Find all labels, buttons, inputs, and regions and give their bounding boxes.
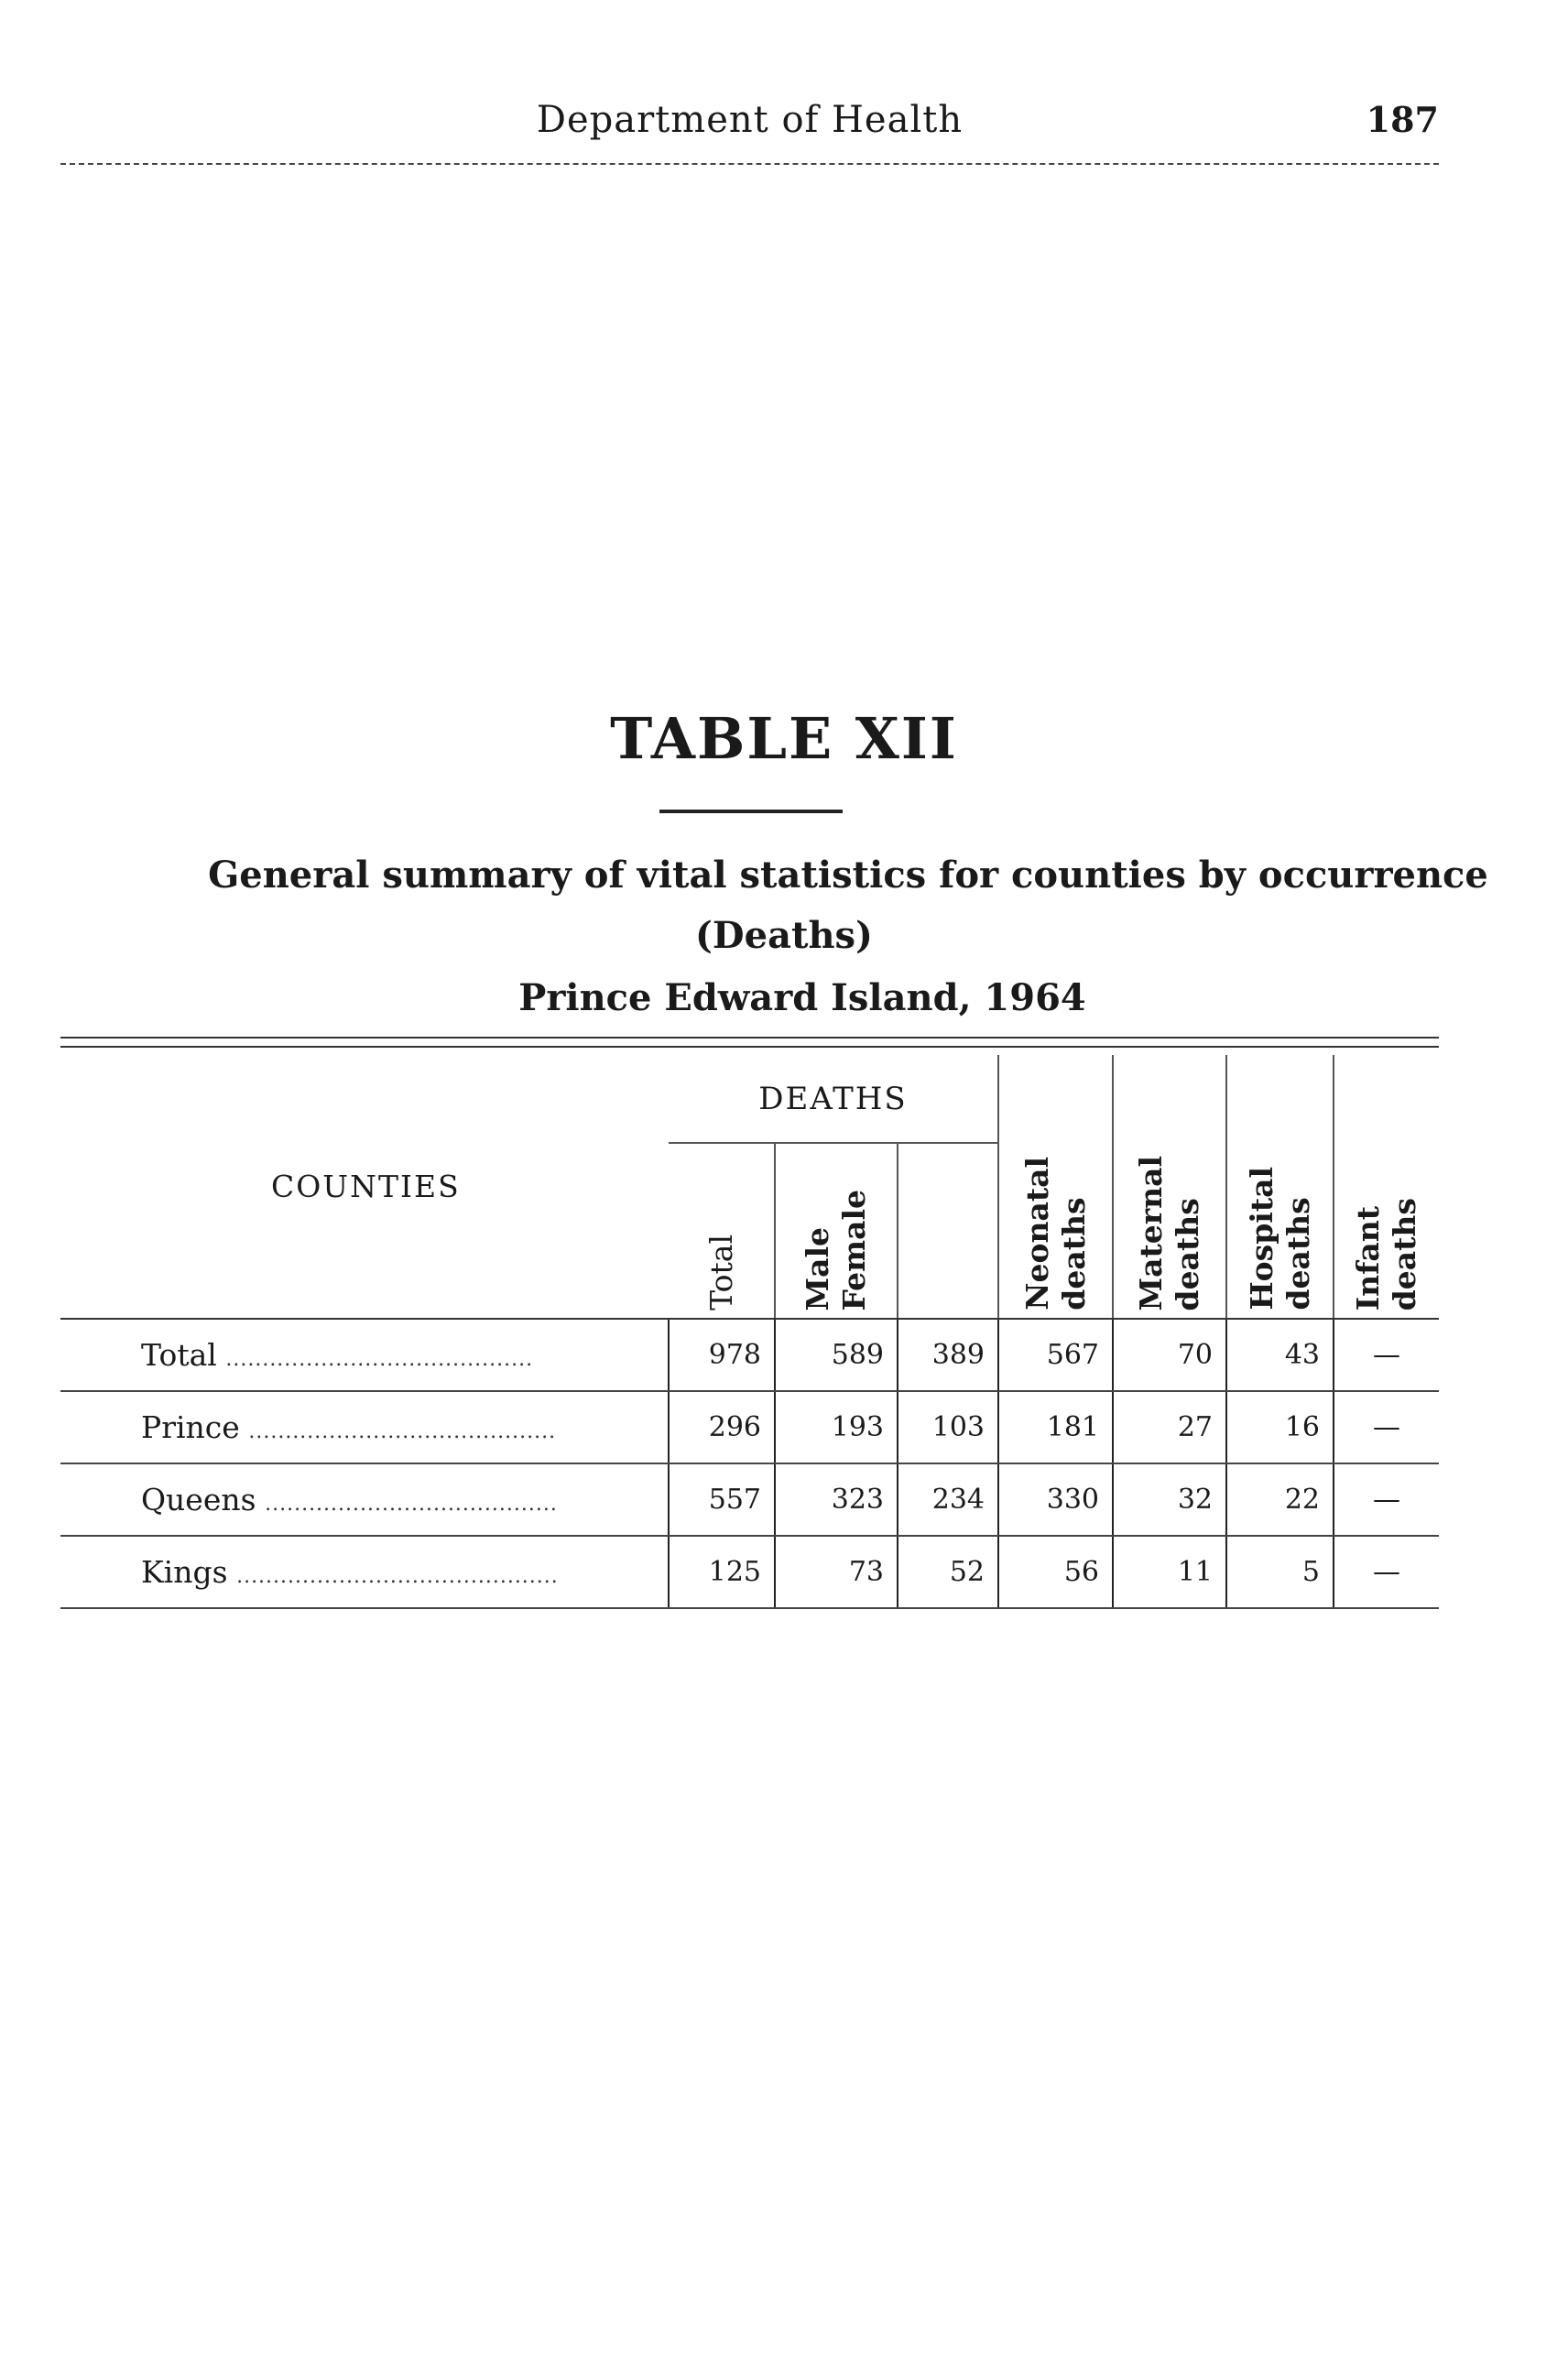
neonatal-header: Neonatal deaths [998,1055,1113,1319]
hospital-header: Hospital deaths [1226,1055,1334,1319]
county-name: Kings [141,1554,228,1590]
page-number: 187 [1366,99,1439,140]
total-deaths-cell: 978 [669,1319,775,1391]
male-deaths-cell: 73 [775,1536,898,1608]
table-top-rule-1 [60,1037,1439,1039]
female-deaths-cell: 103 [898,1391,998,1463]
maternal-deaths-cell: 27 [1113,1391,1226,1463]
maternal-header: Maternal deaths [1113,1055,1226,1319]
subtitle-line-3: Prince Edward Island, 1964 [518,976,1086,1019]
male-deaths-cell: 193 [775,1391,898,1463]
total-deaths-cell: 557 [669,1463,775,1536]
table-row: Queens ........................................ 557 323 234 330 32 22 — [60,1463,1439,1536]
subtitle-line-2: (Deaths) [695,914,873,957]
infant-header: Infant deaths [1334,1055,1439,1319]
neonatal-deaths-cell: 56 [998,1536,1113,1608]
table-row: Prince .......................................... 296 193 103 181 27 16 — [60,1391,1439,1463]
hospital-deaths-cell: 22 [1226,1463,1334,1536]
neonatal-deaths-cell: 181 [998,1391,1113,1463]
male-deaths-cell: 589 [775,1319,898,1391]
infant-deaths-cell: — [1334,1536,1439,1608]
male-female-header: Male Female [775,1143,898,1319]
maternal-deaths-cell: 11 [1113,1536,1226,1608]
female-deaths-cell: 389 [898,1319,998,1391]
infant-deaths-cell: — [1334,1319,1439,1391]
table-top-rule-2 [60,1046,1439,1048]
female-header-spacer [898,1143,998,1319]
subtitle-line-1: General summary of vital statistics for counties by occurrence [208,854,1488,897]
total-header: Total [669,1143,775,1319]
neonatal-deaths-cell: 567 [998,1319,1113,1391]
header-rule [60,163,1439,165]
infant-deaths-cell: — [1334,1463,1439,1536]
neonatal-deaths-cell: 330 [998,1463,1113,1536]
page-header [60,99,1439,154]
department-title: Department of Health [536,99,964,141]
male-deaths-cell: 323 [775,1463,898,1536]
deaths-header: DEATHS [669,1055,998,1143]
county-name: Total [141,1337,217,1373]
counties-header: COUNTIES [60,1055,669,1319]
maternal-deaths-cell: 32 [1113,1463,1226,1536]
table-row: Kings ............................................ 125 73 52 56 11 5 — [60,1536,1439,1608]
total-deaths-cell: 125 [669,1536,775,1608]
title-rule [659,810,843,813]
hospital-deaths-cell: 5 [1226,1536,1334,1608]
infant-deaths-cell: — [1334,1391,1439,1463]
total-deaths-cell: 296 [669,1391,775,1463]
table-header-row-1 [60,1055,1439,1143]
county-name: Queens [141,1482,256,1517]
hospital-deaths-cell: 43 [1226,1319,1334,1391]
table-row: Total .......................................... 978 589 389 567 70 43 — [60,1319,1439,1391]
table-title: TABLE XII [610,705,958,772]
maternal-deaths-cell: 70 [1113,1319,1226,1391]
female-deaths-cell: 234 [898,1463,998,1536]
vital-statistics-table [60,1055,1439,1609]
hospital-deaths-cell: 16 [1226,1391,1334,1463]
female-deaths-cell: 52 [898,1536,998,1608]
county-name: Prince [141,1409,240,1445]
